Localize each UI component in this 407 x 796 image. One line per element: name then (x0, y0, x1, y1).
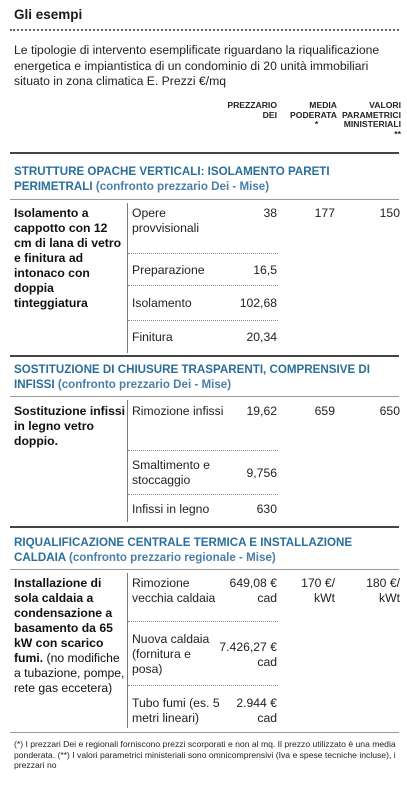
subitem-divider (128, 253, 278, 254)
subitem-divider (128, 450, 278, 451)
col-header-line: ** (394, 128, 401, 139)
subitem-divider (128, 621, 278, 622)
item-description-bold: Sostituzione infissi in legno vetro doppio. (14, 404, 126, 448)
subitem-prezzario: 16,5 (253, 263, 277, 277)
subitem-prezzario: 38 (263, 206, 277, 220)
section-heading (14, 164, 394, 194)
col-header-line: PODERATA (290, 109, 337, 120)
title-divider (10, 29, 399, 31)
media-value: 659 (314, 404, 335, 418)
subitem-divider (128, 685, 278, 686)
section-heading-text: SOSTITUZIONE DI CHIUSURE TRASPARENTI, COMPRENSIVE DI INFISSI (14, 363, 370, 391)
section-divider (10, 569, 399, 570)
column-separator (127, 203, 128, 353)
footnote-divider (10, 732, 399, 733)
col-header-line: PARAMETRICI (341, 109, 401, 120)
section-divider (10, 526, 399, 528)
section-divider (10, 396, 399, 397)
subitem-prezzario: 19,62 (246, 404, 277, 418)
item-description-note: (no modifiche a tubazione, pompe, rete gas eccetera) (14, 651, 125, 695)
col-header-line: * (314, 119, 319, 129)
section-heading-text: STRUTTURE OPACHE VERTICALI: ISOLAMENTO PARETI PERIMETRALI (14, 165, 330, 193)
item-description (14, 404, 126, 449)
subitem-prezzario: 2.944 € cad (236, 696, 277, 725)
section-heading-sub: (confronto prezzario regionale - Mise) (68, 551, 276, 564)
valori-value: 650 (379, 404, 400, 418)
subitem-divider (128, 494, 278, 495)
section-divider (10, 355, 399, 357)
header-divider (10, 152, 399, 154)
valori-value: 150 (379, 206, 400, 220)
section-heading-sub: (confronto prezzario Dei - Mise) (57, 378, 232, 391)
item-description-bold: Isolamento a cappotto con 12 cm di lana di vetro e finitura ad intonaco con doppia tinteggiatura (14, 206, 122, 310)
subitem-desc: Smaltimento e stoccaggio (132, 458, 210, 487)
subitem-divider (128, 320, 278, 321)
col-header-line: MINISTERIALI (343, 119, 401, 129)
col-header-prezzario (225, 101, 277, 120)
subitem-prezzario: 649,08 € cad (229, 576, 277, 605)
subitem-desc: Opere provvisionali (132, 206, 200, 235)
subitem-prezzario: 630 (256, 502, 277, 516)
valori-value: 180 €/ kWt (366, 576, 400, 605)
column-separator (127, 573, 128, 728)
media-value: 170 €/ kWt (301, 576, 335, 605)
col-header-media (282, 101, 337, 130)
footnote: (*) I prezzari Dei e regionali forniscono prezzi scorporati e non al mq. Il prezzo utilizzato è una media ponderata. (**) I valori parametrici ministeriali sono omnicomprensivi (Iva e spese tecniche incluse), i prezzari no (14, 739, 396, 770)
intro-text: Le tipologie di intervento esemplificate riguardano la riqualificazione energetica e impiantistica di un condominio di 20 unità immobiliari situato in zona climatica E. Prezzi €/mq (14, 43, 380, 88)
subitem-prezzario: 9,756 (246, 466, 277, 480)
section-heading-sub: (confronto prezzario Dei - Mise) (95, 180, 270, 193)
item-description-bold: Installazione di sola caldaia a condensazione a basamento da 65 kW con scarico fumi. (14, 576, 113, 665)
item-description (14, 206, 126, 311)
section-heading (14, 362, 394, 392)
subitem-desc: Finitura (132, 330, 173, 344)
col-header-line: MEDIA (309, 100, 337, 110)
subitem-desc: Rimozione vecchia caldaia (132, 576, 216, 605)
col-header-line: DEI (262, 109, 277, 120)
section-heading (14, 535, 394, 565)
item-description (14, 576, 126, 696)
subitem-desc: Rimozione infissi (132, 404, 224, 418)
subitem-desc: Preparazione (132, 263, 205, 277)
section-heading-text: RIQUALIFICAZIONE CENTRALE TERMICA E INSTALLAZIONE CALDAIA (14, 536, 353, 564)
col-header-line: VALORI (369, 100, 401, 110)
media-value: 177 (314, 206, 335, 220)
subitem-desc: Infissi in legno (132, 502, 210, 516)
subitem-desc: Nuova caldaia (fornitura e posa) (132, 632, 210, 676)
col-header-line: PREZZARIO (227, 100, 277, 110)
subitem-desc: Isolamento (132, 296, 192, 310)
section-divider (10, 199, 399, 200)
subitem-prezzario: 102,68 (239, 296, 277, 310)
column-separator (127, 400, 128, 522)
section-title: Gli esempi (14, 7, 83, 22)
subitem-desc: Tubo fumi (es. 5 metri lineari) (132, 696, 220, 725)
subitem-prezzario: 7.426,27 € cad (219, 640, 277, 669)
subitem-divider (128, 285, 278, 286)
subitem-prezzario: 20,34 (246, 330, 277, 344)
col-header-valori (336, 101, 401, 139)
